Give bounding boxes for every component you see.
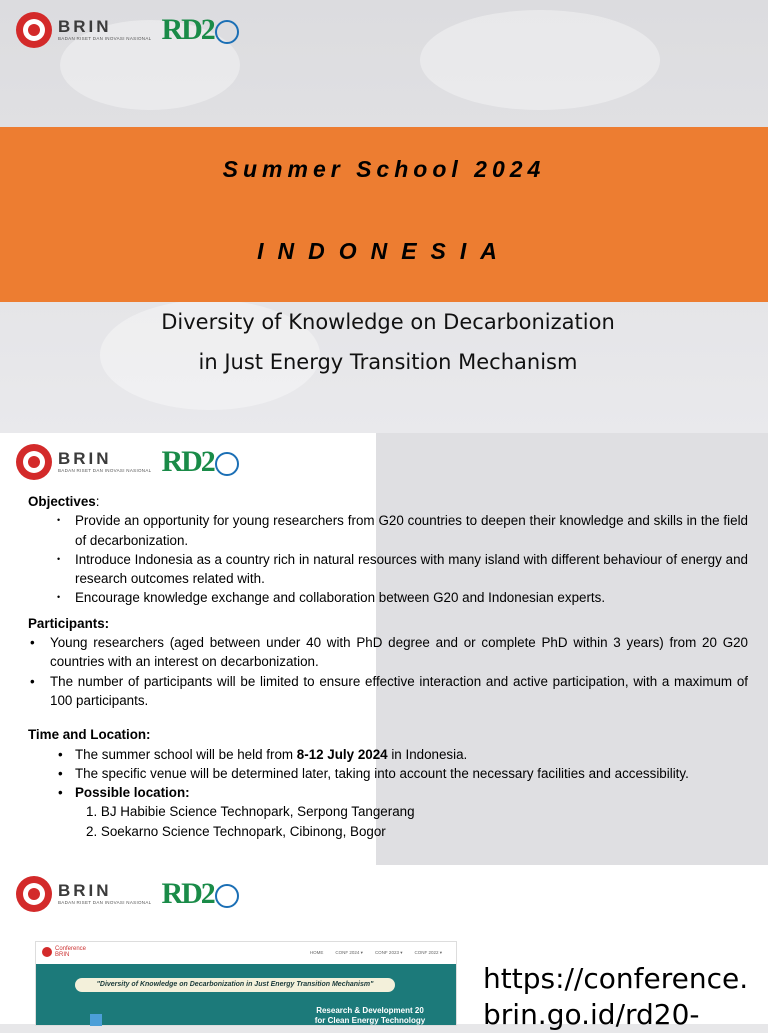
brin-logo-icon <box>16 12 52 48</box>
location-option: 2. Soekarno Science Technopark, Cibinong, Bogor <box>86 823 386 839</box>
list-item: • Possible location: <box>28 783 748 802</box>
header-logo <box>16 12 239 48</box>
list-item: • The specific venue will be determined later, taking into account the necessary facilities and accessibility. <box>28 764 748 783</box>
conference-url[interactable]: https://conference. brin.go.id/rd20- <box>483 962 749 1031</box>
list-item: • Introduce Indonesia as a country rich in natural resources with many island with different behaviour of energy and research outcomes related with. <box>28 550 748 589</box>
rd20-logo: RD2 <box>161 13 238 47</box>
brin-subtitle: BADAN RISET DAN INOVASI NASIONAL <box>58 468 152 474</box>
list-item: • Provide an opportunity for young researchers from G20 countries to deepen their knowledge and skills in the field of decarbonization. <box>28 511 748 550</box>
website-menu <box>310 950 442 956</box>
list-item: • The summer school will be held from 8-12 July 2024 in Indonesia. <box>28 745 748 764</box>
globe-icon <box>215 452 239 476</box>
time-location-list <box>28 745 748 803</box>
participants-list <box>28 633 748 710</box>
brin-subtitle: BADAN RISET DAN INOVASI NASIONAL <box>58 900 152 906</box>
globe-icon <box>215 20 239 44</box>
menu-item: HOME <box>309 950 324 955</box>
event-subtitle-line-1: Diversity of Knowledge on Decarbonization <box>161 310 615 334</box>
title-band <box>0 127 768 302</box>
location-option: 1. BJ Habibie Science Technopark, Serpong Tangerang <box>86 804 415 820</box>
background-decoration <box>420 10 660 110</box>
list-item: • Young researchers (aged between under 40 with PhD degree and or complete PhD within 3 years) from 20 G20 countries with an interest on decarbonization. <box>28 633 748 672</box>
website-quote: "Diversity of Knowledge on Decarbonization in Just Energy Transition Mechanism" <box>75 978 395 992</box>
details-content <box>28 492 748 841</box>
rd20-logo: RD2 <box>161 877 238 911</box>
objectives-list <box>28 511 748 607</box>
event-subtitle-line-2: in Just Energy Transition Mechanism <box>198 350 578 374</box>
menu-item: CONF 2024 ▾ <box>335 950 363 955</box>
brin-wordmark: BRIN <box>58 881 112 901</box>
list-item: • The number of participants will be limited to ensure effective interaction and active participation, with a maximum of 100 participants. <box>28 672 748 711</box>
brin-wordmark: BRIN <box>58 449 112 469</box>
participants-heading: Participants: <box>28 615 110 631</box>
conference-logo: Conference BRIN <box>42 946 86 958</box>
brin-logo-icon <box>16 876 52 912</box>
brin-subtitle: BADAN RISET DAN INOVASI NASIONAL <box>58 36 152 42</box>
website-nav <box>36 942 456 964</box>
rd20-logo: RD2 <box>161 445 238 479</box>
globe-icon <box>215 884 239 908</box>
brin-logo-icon <box>16 444 52 480</box>
brin-wordmark: BRIN <box>58 17 112 37</box>
time-location-heading: Time and Location: <box>28 727 151 743</box>
hero-graphic <box>90 1014 102 1026</box>
details-logo <box>16 444 239 480</box>
menu-item: CONF 2023 ▾ <box>374 950 403 955</box>
event-title: Summer School 2024 <box>222 156 546 182</box>
event-country: INDONESIA <box>257 238 511 264</box>
website-slide-logo <box>16 876 239 912</box>
website-hero-text: Research & Development 20 for Clean Energy Technology <box>314 1006 426 1025</box>
menu-item: CONF 2022 ▾ <box>414 950 442 955</box>
conference-logo-icon <box>42 947 52 957</box>
objectives-heading: Objectives: <box>28 494 100 509</box>
list-item: • Encourage knowledge exchange and collaboration between G20 and Indonesian experts. <box>28 588 748 607</box>
